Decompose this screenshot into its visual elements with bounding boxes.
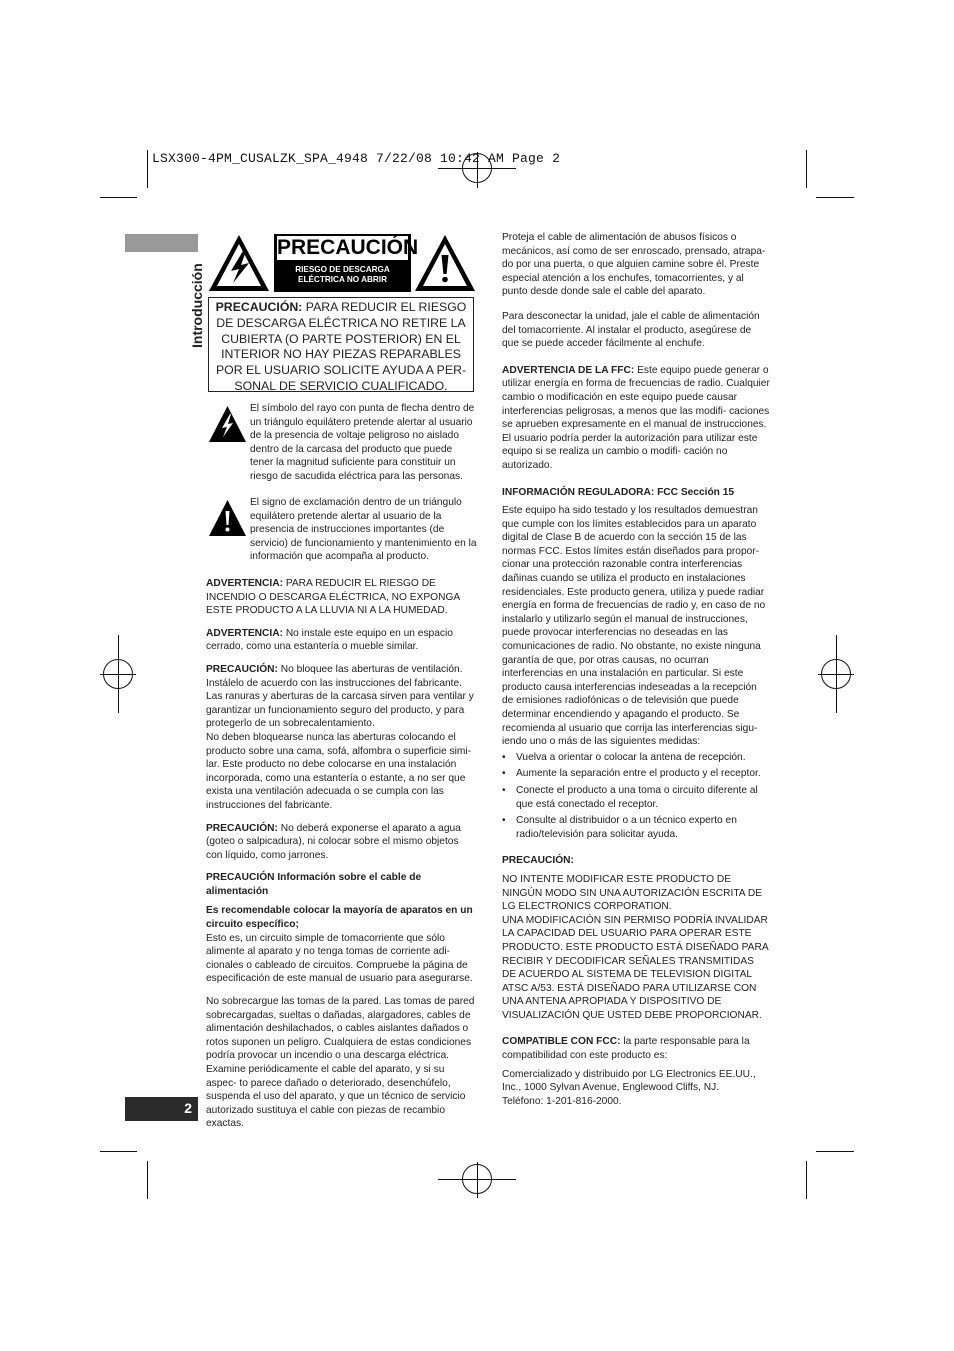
cable-protection: Proteja el cable de alimentación de abusos físicos o mecánicos, así como de ser enroscado, prensado, atrapa- do por una puerta, o que alguien camine sobre él. Preste especial atención a los enchufes, tomacorrientes, y al punto desde donde sale el cable del aparato.: [502, 232, 766, 298]
lightning-warning-icon: [208, 234, 270, 292]
page-number-tab: [125, 1097, 198, 1121]
caution-notice-box: [208, 297, 474, 392]
page-number: 2: [184, 1100, 192, 1116]
left-column: [206, 577, 476, 1140]
list-item: • Conecte el producto a una toma o circuito diferente al que está conectado el receptor.: [502, 784, 770, 811]
exclamation-warning-icon: [414, 234, 476, 292]
caution-ventilation-2: No deben bloquearse nunca las aberturas colocando el producto sobre una cama, sofá, alfombra o superficie simi- lar. Este producto no debe colocarse en una instalación incorporada, como una estantería o estante, a no ser que exista una ventilación adecuada o se cumpla con las instrucciones del fabricante.: [206, 731, 471, 811]
exclamation-symbol-description: El signo de exclamación dentro de un triángulo equilátero pretende alertar al usuario de la presencia de instrucciones importantes (de servicio) de funcionamiento y mantenimiento en la información que acompaña al producto.: [250, 497, 477, 563]
ffc-warning: ADVERTENCIA DE LA FFC: Este equipo puede generar o utilizar energía en forma de frecuencias de radio. Cualquier cambio o modificación en este equipo puede causar interferencias peligrosas, a menos que las modifi- caciones se aprueben expresamente en el manual de instrucciones. El usuario podría perder la autorización para utilizar este equipo si se realiza un cambio o modifi- cación no autorizado.: [502, 364, 770, 471]
fcc-heading: INFORMACIÓN REGULADORA: FCC Sección 15: [502, 486, 735, 498]
caution-ventilation: PRECAUCIÓN: No bloquee las aberturas de ventilación. Instálelo de acuerdo con las instrucciones del fabricante. Las ranuras y aberturas de la carcasa sirven para ventilar y garantizar un funcionamiento seguro del producto, y para protegerlo de un sobrecalentamiento.: [206, 663, 474, 730]
fcc-compatible: COMPATIBLE CON FCC: la parte responsable para la compatibilidad con este producto es:: [502, 1036, 750, 1062]
outlet-overload-info: No sobrecargue las tomas de la pared. Las tomas de pared sobrecargadas, sueltas o dañadas, alargadores, cables de alimentación deshilachados, o cables aislantes dañados o rotos suponen un peligro. Cualquiera de estas condiciones podría provocar un incendio o una descarga eléctrica. Examine periódicamente el cable del aparato, y si su aspec- to parece dañado o deteriorado, desenchúfelo, suspenda el uso del aparato, y que un técnico de servicio autorizado sustituya el cable con piezas de recambio exactas.: [206, 996, 475, 1130]
precaution-text-1: NO INTENTE MODIFICAR ESTE PRODUCTO DE NINGÚN MODO SIN UNA AUTORIZACIÓN ESCRITA DE LG ELECTRONICS CORPORATION.: [502, 873, 762, 913]
print-slug: LSX300-4PM_CUSALZK_SPA_4948 7/22/08 10:42 AM Page 2: [152, 151, 561, 166]
crop-mark: [816, 197, 854, 198]
power-cable-heading: PRECAUCIÓN Información sobre el cable de alimentación: [206, 872, 422, 897]
sidebar-tab-bar: [125, 234, 198, 252]
section-label: [171, 258, 205, 348]
fcc-info: Este equipo ha sido testado y los resultados demuestran que cumple con los límites establecidos para un aparato digital de Clase B de acuerdo con la sección 15 de las normas FCC. Estos límites están diseñados para propor- cionar una protección razonable contra interferencias dañinas cuando se utiliza el producto en instalaciones residenciales. Este producto genera, utiliza y puede radiar energía en forma de frecuencias de radio y, en caso de no instalarlo y utilizarlo según el manual de instrucciones, puede provocar interferencias no deseadas en las comunicaciones de radio. No obstante, no existe ninguna garantía de que, por otras causas, no ocurran interferencias en una instalación en particular. Si este producto causa interferencias indeseadas a la recepción de emisiones radiofónicas o de televisión que puede determinar encendiendo y apagando el producto. Se recomienda al usuario que corrija las interferencias sigu- iendo uno o más de las siguientes medidas:: [502, 505, 766, 748]
distributor-info: Comercializado y distribuido por LG Electronics EE.UU., Inc., 1000 Sylvan Avenue, Englewood Cliffs, NJ. Teléfono: 1-201-816-2000.: [502, 1068, 756, 1107]
crop-mark: [100, 197, 137, 198]
fcc-measures-list: [502, 751, 770, 842]
lightning-symbol-icon: [209, 406, 246, 442]
list-item: • Aumente la separación entre el producto y el receptor.: [502, 767, 770, 781]
caution-notice-lead: PRECAUCIÓN:: [215, 300, 303, 314]
caution-notice-text: PARA REDUCIR EL RIESGO DE DESCARGA ELÉCTRICA NO RETIRE LA CUBIERTA (O PARTE POSTERIOR) EN EL INTERIOR NO HAY PIEZAS REPARABLES POR EL USUARIO SOLICITE AYUDA A PER- SONAL DE SERVICIO CUALIFICADO.: [215, 300, 467, 393]
right-column: [502, 231, 770, 1117]
exclamation-symbol-icon: [209, 500, 246, 536]
warning-rain: ADVERTENCIA: PARA REDUCIR EL RIESGO DE INCENDIO O DESCARGA ELÉCTRICA, NO EXPONGA ESTE PRODUCTO A LA LLUVIA NI A LA HUMEDAD.: [206, 578, 460, 617]
caution-header: [274, 234, 419, 292]
crop-mark: [100, 1151, 137, 1152]
power-cable-info: Es recomendable colocar la mayoría de aparatos en un circuito específico; Esto es, un circuito simple de tomacorriente que sólo alimente al aparato y no tenga tomas de corriente adi- cionales o cableado de circuitos. Compruebe la página de especificación de este manual de usuario para asegurarse.: [206, 905, 473, 985]
caution-subtitle: [274, 265, 411, 285]
precaution-heading: PRECAUCIÓN:: [502, 855, 574, 867]
caution-title: PRECAUCIÓN: [277, 236, 419, 259]
caution-subtitle-line2: ELÉCTRICA NO ABRIR: [298, 275, 387, 284]
precaution-text-2: UNA MODIFICACIÓN SIN PERMISO PODRÍA INVALIDAR LA CAPACIDAD DEL USUARIO PARA OPERAR ESTE PRODUCTO. ESTE PRODUCTO ESTÁ DISEÑADO PARA RECIBIR Y DECODIFICAR SEÑALES TRANSMITIDAS DE ACUERDO AL SISTEMA DE TELEVISION DIGITAL ATSC A/53. ESTÁ DISEÑADO PARA UTILIZARSE CON UNA ANTENA APROPIADA Y DISPOSITIVO DE VISUALIZACIÓN QUE USTED DEBE PROPORCIONAR.: [502, 914, 769, 1021]
crop-mark: [806, 150, 807, 188]
warning-enclosed: ADVERTENCIA: No instale este equipo en un espacio cerrado, como una estantería o mueble similar.: [206, 627, 453, 653]
section-label-text: Introducción: [189, 263, 205, 348]
list-item: • Consulte al distribuidor o a un técnico experto en radio/televisión para solicitar ayuda.: [502, 814, 770, 841]
disconnect-info: Para desconectar la unidad, jale el cable de alimentación del tomacorriente. Al instalar el producto, asegúrese de que se puede acceder fácilmente al enchufe.: [502, 310, 760, 350]
lightning-symbol-description: El símbolo del rayo con punta de flecha dentro de un triángulo equilátero pretende alertar al usuario de la presencia de voltaje peligroso no aislado dentro de la carcasa del producto que puede tener la magnitud suficiente para constituir un riesgo de sacudida eléctrica para las personas.: [250, 403, 475, 482]
caution-subtitle-line1: RIESGO DE DESCARGA: [295, 265, 390, 274]
crop-mark: [806, 1161, 807, 1199]
crop-mark: [147, 150, 148, 188]
list-item: • Vuelva a orientar o colocar la antena de recepción.: [502, 751, 770, 765]
caution-water: PRECAUCIÓN: No deberá exponerse el aparato a agua (goteo o salpicadura), ni colocar sobre el mismo objetos con líquido, como jarrones.: [206, 822, 461, 861]
crop-mark: [816, 1151, 854, 1152]
crop-mark: [147, 1161, 148, 1199]
